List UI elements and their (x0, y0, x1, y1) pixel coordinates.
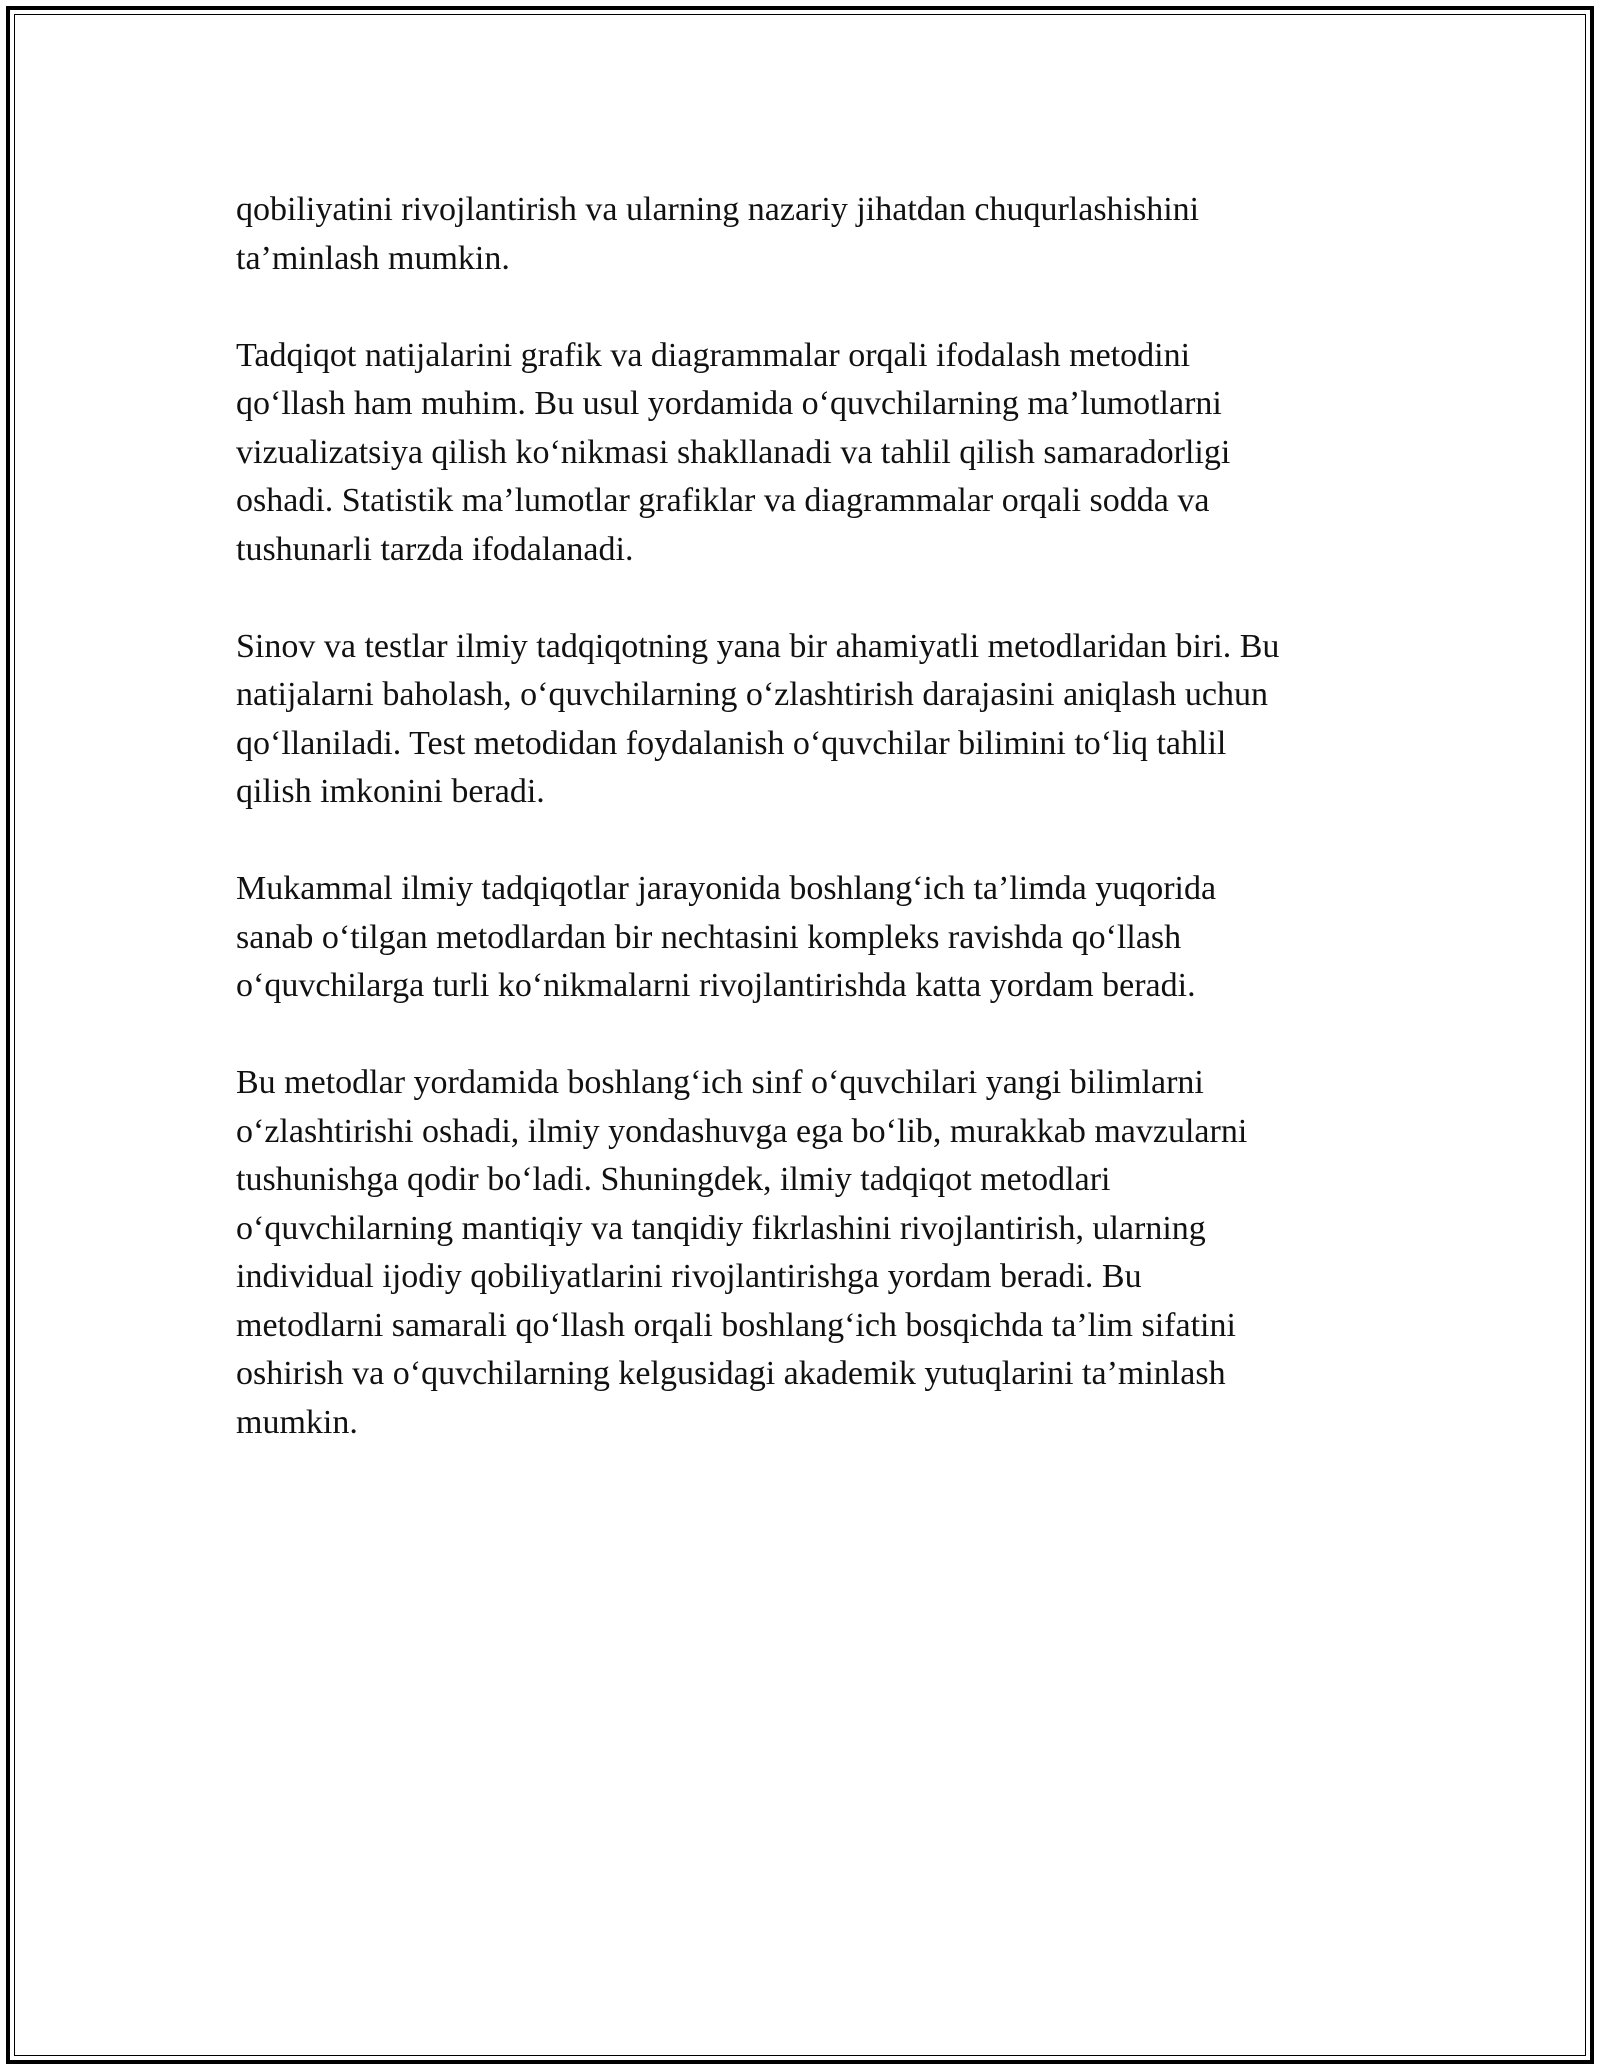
paragraph (236, 332, 1396, 575)
paragraph (236, 186, 1396, 283)
text-line: Tadqiqot natijalarini grafik va diagrammalar orqali ifodalash metodini (236, 336, 1191, 374)
text-line: metodlarni samarali qo‘llash orqali boshlang‘ich bosqichda ta’lim sifatini (236, 1306, 1236, 1344)
text-line: oshadi. Statistik ma’lumotlar grafiklar va diagrammalar orqali sodda va (236, 482, 1210, 519)
document-body (236, 186, 1396, 1447)
text-line: o‘quvchilarning mantiqiy va tanqidiy fikrlashini rivojlantirish, ularning (236, 1209, 1206, 1247)
text-line: ta’minlash mumkin. (236, 239, 510, 277)
text-line: qo‘llash ham muhim. Bu usul yordamida o‘quvchilarning ma’lumotlarni (236, 385, 1222, 422)
paragraph (236, 865, 1396, 1011)
text-line: qo‘llaniladi. Test metodidan foydalanish o‘quvchilar bilimini to‘liq tahlil (236, 724, 1227, 762)
text-line: Mukammal ilmiy tadqiqotlar jarayonida boshlang‘ich ta’limda yuqorida (236, 870, 1217, 907)
text-line: sanab o‘tilgan metodlardan bir nechtasini kompleks ravishda qo‘llash (236, 918, 1182, 956)
text-line: qilish imkonini beradi. (236, 773, 545, 810)
paragraph (236, 1059, 1396, 1447)
text-line: Bu metodlar yordamida boshlang‘ich sinf o‘quvchilari yangi bilimlarni (236, 1064, 1204, 1101)
text-line: o‘quvchilarga turli ko‘nikmalarni rivojlantirishda katta yordam beradi. (236, 967, 1196, 1004)
text-line: qobiliyatini rivojlantirish va ularning nazariy jihatdan chuqurlashishini (236, 191, 1200, 228)
text-line: oshirish va o‘quvchilarning kelgusidagi akademik yutuqlarini ta’minlash (236, 1355, 1226, 1392)
text-line: individual ijodiy qobiliyatlarini rivojlantirishga yordam beradi. Bu (236, 1258, 1142, 1295)
text-line: o‘zlashtirishi oshadi, ilmiy yondashuvga ega bo‘lib, murakkab mavzularni (236, 1112, 1248, 1150)
text-line: tushunishga qodir bo‘ladi. Shuningdek, ilmiy tadqiqot metodlari (236, 1161, 1111, 1198)
text-line: mumkin. (236, 1403, 358, 1441)
text-line: vizualizatsiya qilish ko‘nikmasi shakllanadi va tahlil qilish samaradorligi (236, 433, 1231, 471)
text-line: Sinov va testlar ilmiy tadqiqotning yana bir ahamiyatli metodlaridan biri. Bu (236, 627, 1280, 665)
text-line: tushunarli tarzda ifodalanadi. (236, 530, 634, 568)
text-line: natijalarni baholash, o‘quvchilarning o‘zlashtirish darajasini aniqlash uchun (236, 676, 1268, 713)
paragraph (236, 623, 1396, 817)
